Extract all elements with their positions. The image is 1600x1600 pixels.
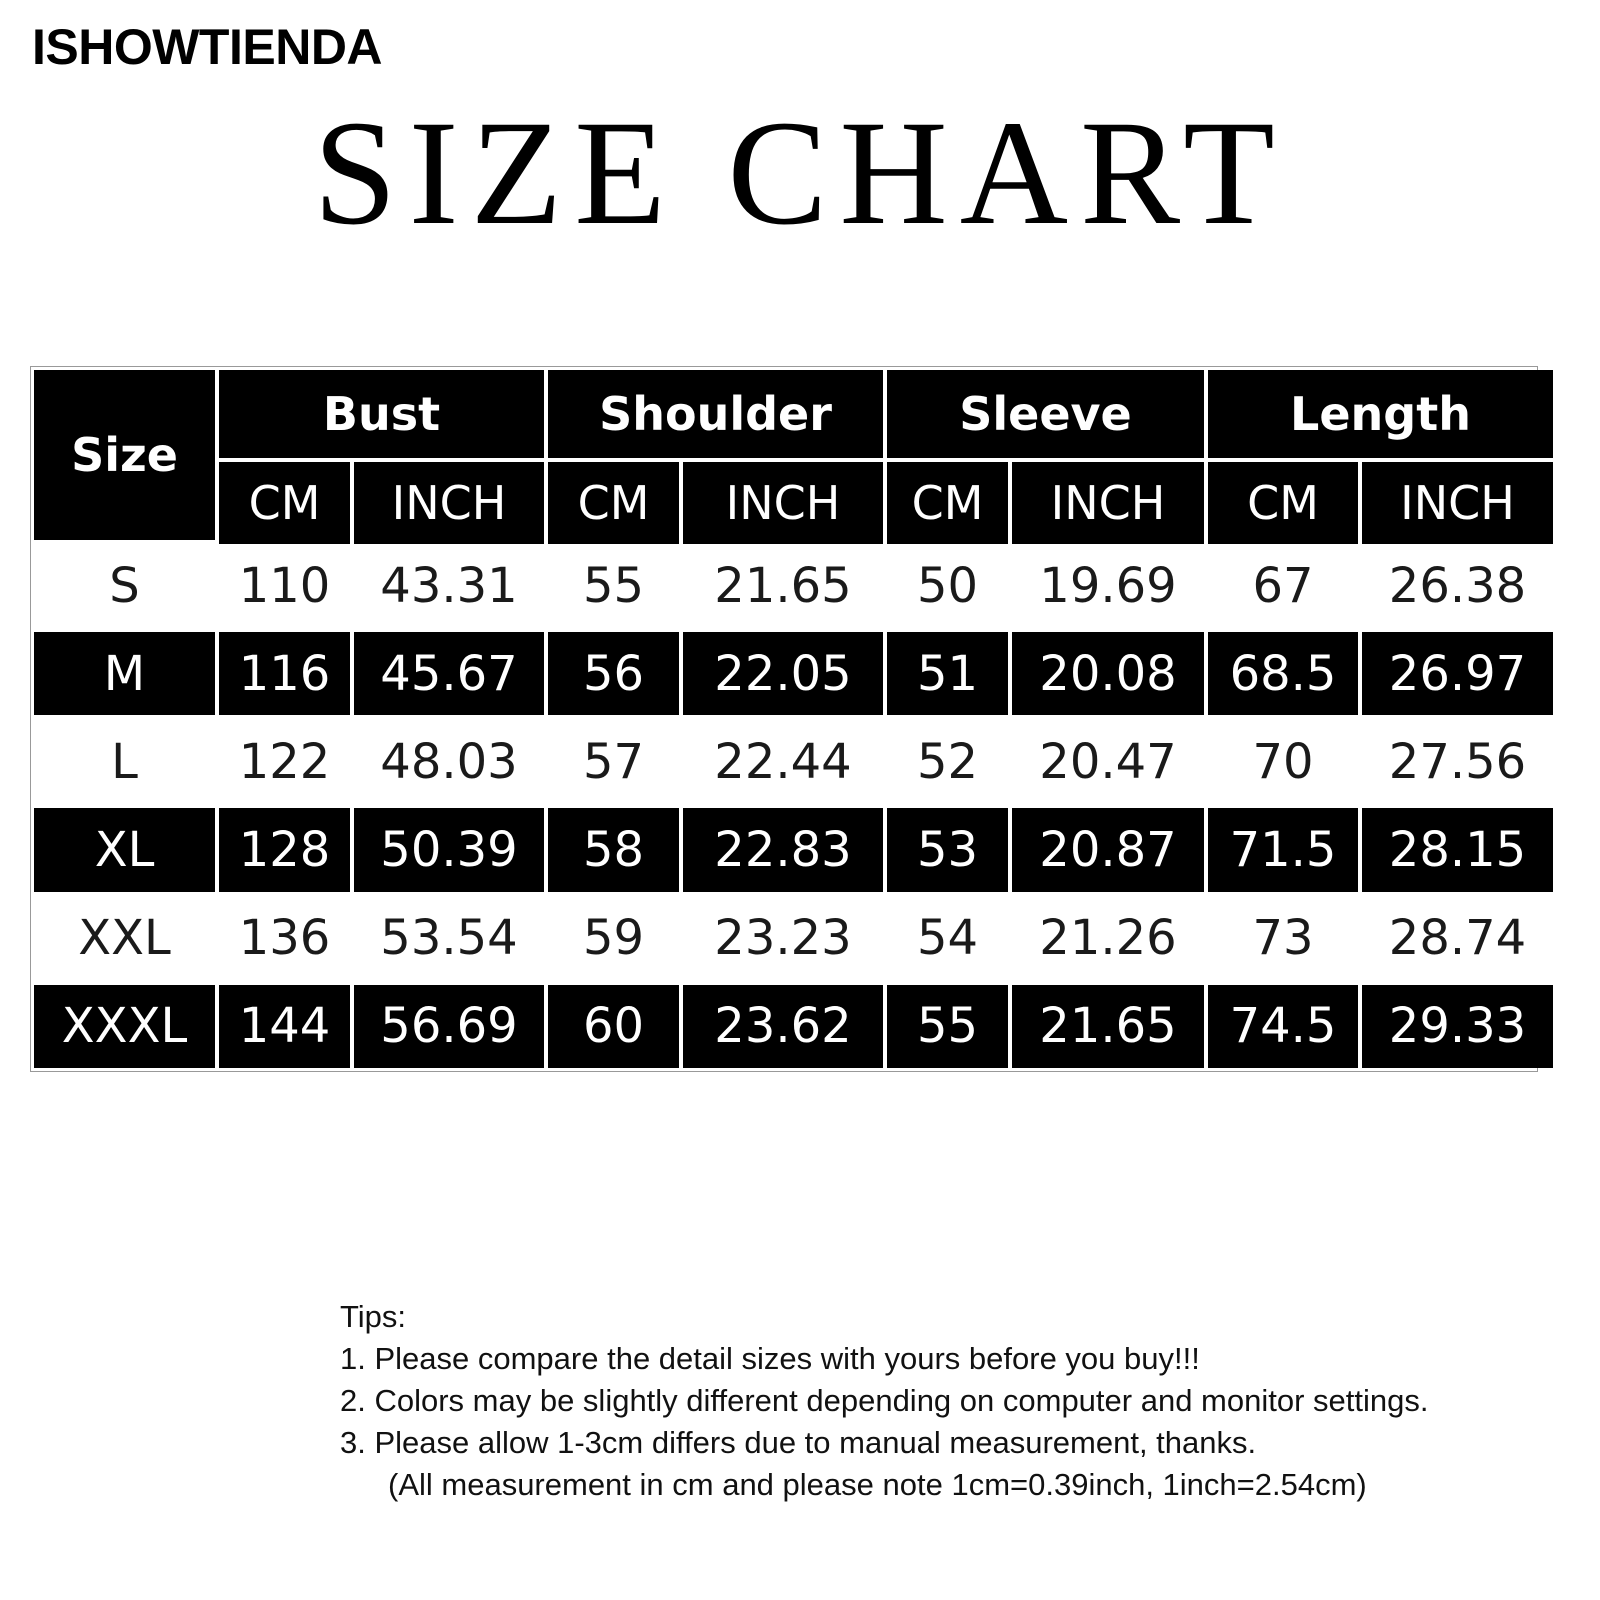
size-chart-table [30, 366, 1538, 1072]
header-row-groups [34, 370, 1553, 462]
measurement-cell: 21.26 [1012, 897, 1204, 980]
bust-header: Bust [219, 370, 544, 462]
tips-section [340, 1296, 1428, 1506]
size-cell: S [34, 544, 215, 627]
measurement-cell: 51 [887, 627, 1008, 720]
header-row-units [34, 462, 1553, 544]
size-cell: XXXL [34, 980, 215, 1068]
measurement-cell: 26.38 [1362, 544, 1553, 627]
measurement-cell: 73 [1208, 897, 1358, 980]
measurement-cell: 136 [219, 897, 350, 980]
shoulder-header: Shoulder [548, 370, 883, 462]
measurement-cell: 52 [887, 720, 1008, 803]
measurement-cell: 53 [887, 803, 1008, 896]
measurement-cell: 45.67 [354, 627, 544, 720]
measurement-cell: 28.74 [1362, 897, 1553, 980]
measurement-cell: 57 [548, 720, 679, 803]
size-table [30, 370, 1557, 1068]
measurement-cell: 22.05 [683, 627, 883, 720]
table-row [34, 980, 1553, 1068]
measurement-cell: 56.69 [354, 980, 544, 1068]
sleeve-header: Sleeve [887, 370, 1204, 462]
tips-heading: Tips: [340, 1299, 407, 1334]
size-cell: XXL [34, 897, 215, 980]
measurement-cell: 67 [1208, 544, 1358, 627]
brand-name: ISHOWTIENDA [32, 19, 383, 75]
measurement-cell: 128 [219, 803, 350, 896]
measurement-cell: 23.62 [683, 980, 883, 1068]
size-cell: L [34, 720, 215, 803]
table-row [34, 627, 1553, 720]
table-row [34, 803, 1553, 896]
table-row [34, 897, 1553, 980]
measurement-cell: 53.54 [354, 897, 544, 980]
measurement-cell: 21.65 [1012, 980, 1204, 1068]
measurement-cell: 58 [548, 803, 679, 896]
length-header: Length [1208, 370, 1553, 462]
measurement-cell: 48.03 [354, 720, 544, 803]
unit-header: CM [548, 462, 679, 544]
measurement-cell: 43.31 [354, 544, 544, 627]
measurement-cell: 26.97 [1362, 627, 1553, 720]
unit-header: INCH [683, 462, 883, 544]
measurement-cell: 56 [548, 627, 679, 720]
measurement-cell: 60 [548, 980, 679, 1068]
measurement-cell: 28.15 [1362, 803, 1553, 896]
measurement-cell: 68.5 [1208, 627, 1358, 720]
measurement-cell: 122 [219, 720, 350, 803]
size-column-header: Size [34, 370, 215, 544]
page-title: SIZE CHART [313, 90, 1287, 256]
tip-measurement-note: (All measurement in cm and please note 1cm=0.39inch, 1inch=2.54cm) [388, 1467, 1367, 1502]
size-table-body [34, 544, 1553, 1068]
measurement-cell: 50.39 [354, 803, 544, 896]
unit-header: INCH [354, 462, 544, 544]
measurement-cell: 144 [219, 980, 350, 1068]
measurement-cell: 110 [219, 544, 350, 627]
measurement-cell: 20.47 [1012, 720, 1204, 803]
measurement-cell: 116 [219, 627, 350, 720]
measurement-cell: 70 [1208, 720, 1358, 803]
measurement-cell: 19.69 [1012, 544, 1204, 627]
measurement-cell: 21.65 [683, 544, 883, 627]
measurement-cell: 54 [887, 897, 1008, 980]
size-cell: XL [34, 803, 215, 896]
measurement-cell: 55 [887, 980, 1008, 1068]
measurement-cell: 22.44 [683, 720, 883, 803]
measurement-cell: 27.56 [1362, 720, 1553, 803]
tip-line-3: 3. Please allow 1-3cm differs due to manual measurement, thanks. [340, 1425, 1257, 1460]
measurement-cell: 71.5 [1208, 803, 1358, 896]
unit-header: CM [219, 462, 350, 544]
measurement-cell: 23.23 [683, 897, 883, 980]
unit-header: CM [1208, 462, 1358, 544]
table-row [34, 544, 1553, 627]
measurement-cell: 74.5 [1208, 980, 1358, 1068]
unit-header: CM [887, 462, 1008, 544]
measurement-cell: 29.33 [1362, 980, 1553, 1068]
size-cell: M [34, 627, 215, 720]
measurement-cell: 20.08 [1012, 627, 1204, 720]
unit-header: INCH [1012, 462, 1204, 544]
table-row [34, 720, 1553, 803]
tip-line-1: 1. Please compare the detail sizes with yours before you buy!!! [340, 1341, 1200, 1376]
measurement-cell: 59 [548, 897, 679, 980]
measurement-cell: 55 [548, 544, 679, 627]
measurement-cell: 50 [887, 544, 1008, 627]
tip-line-2: 2. Colors may be slightly different depending on computer and monitor settings. [340, 1383, 1429, 1418]
unit-header: INCH [1362, 462, 1553, 544]
measurement-cell: 22.83 [683, 803, 883, 896]
measurement-cell: 20.87 [1012, 803, 1204, 896]
